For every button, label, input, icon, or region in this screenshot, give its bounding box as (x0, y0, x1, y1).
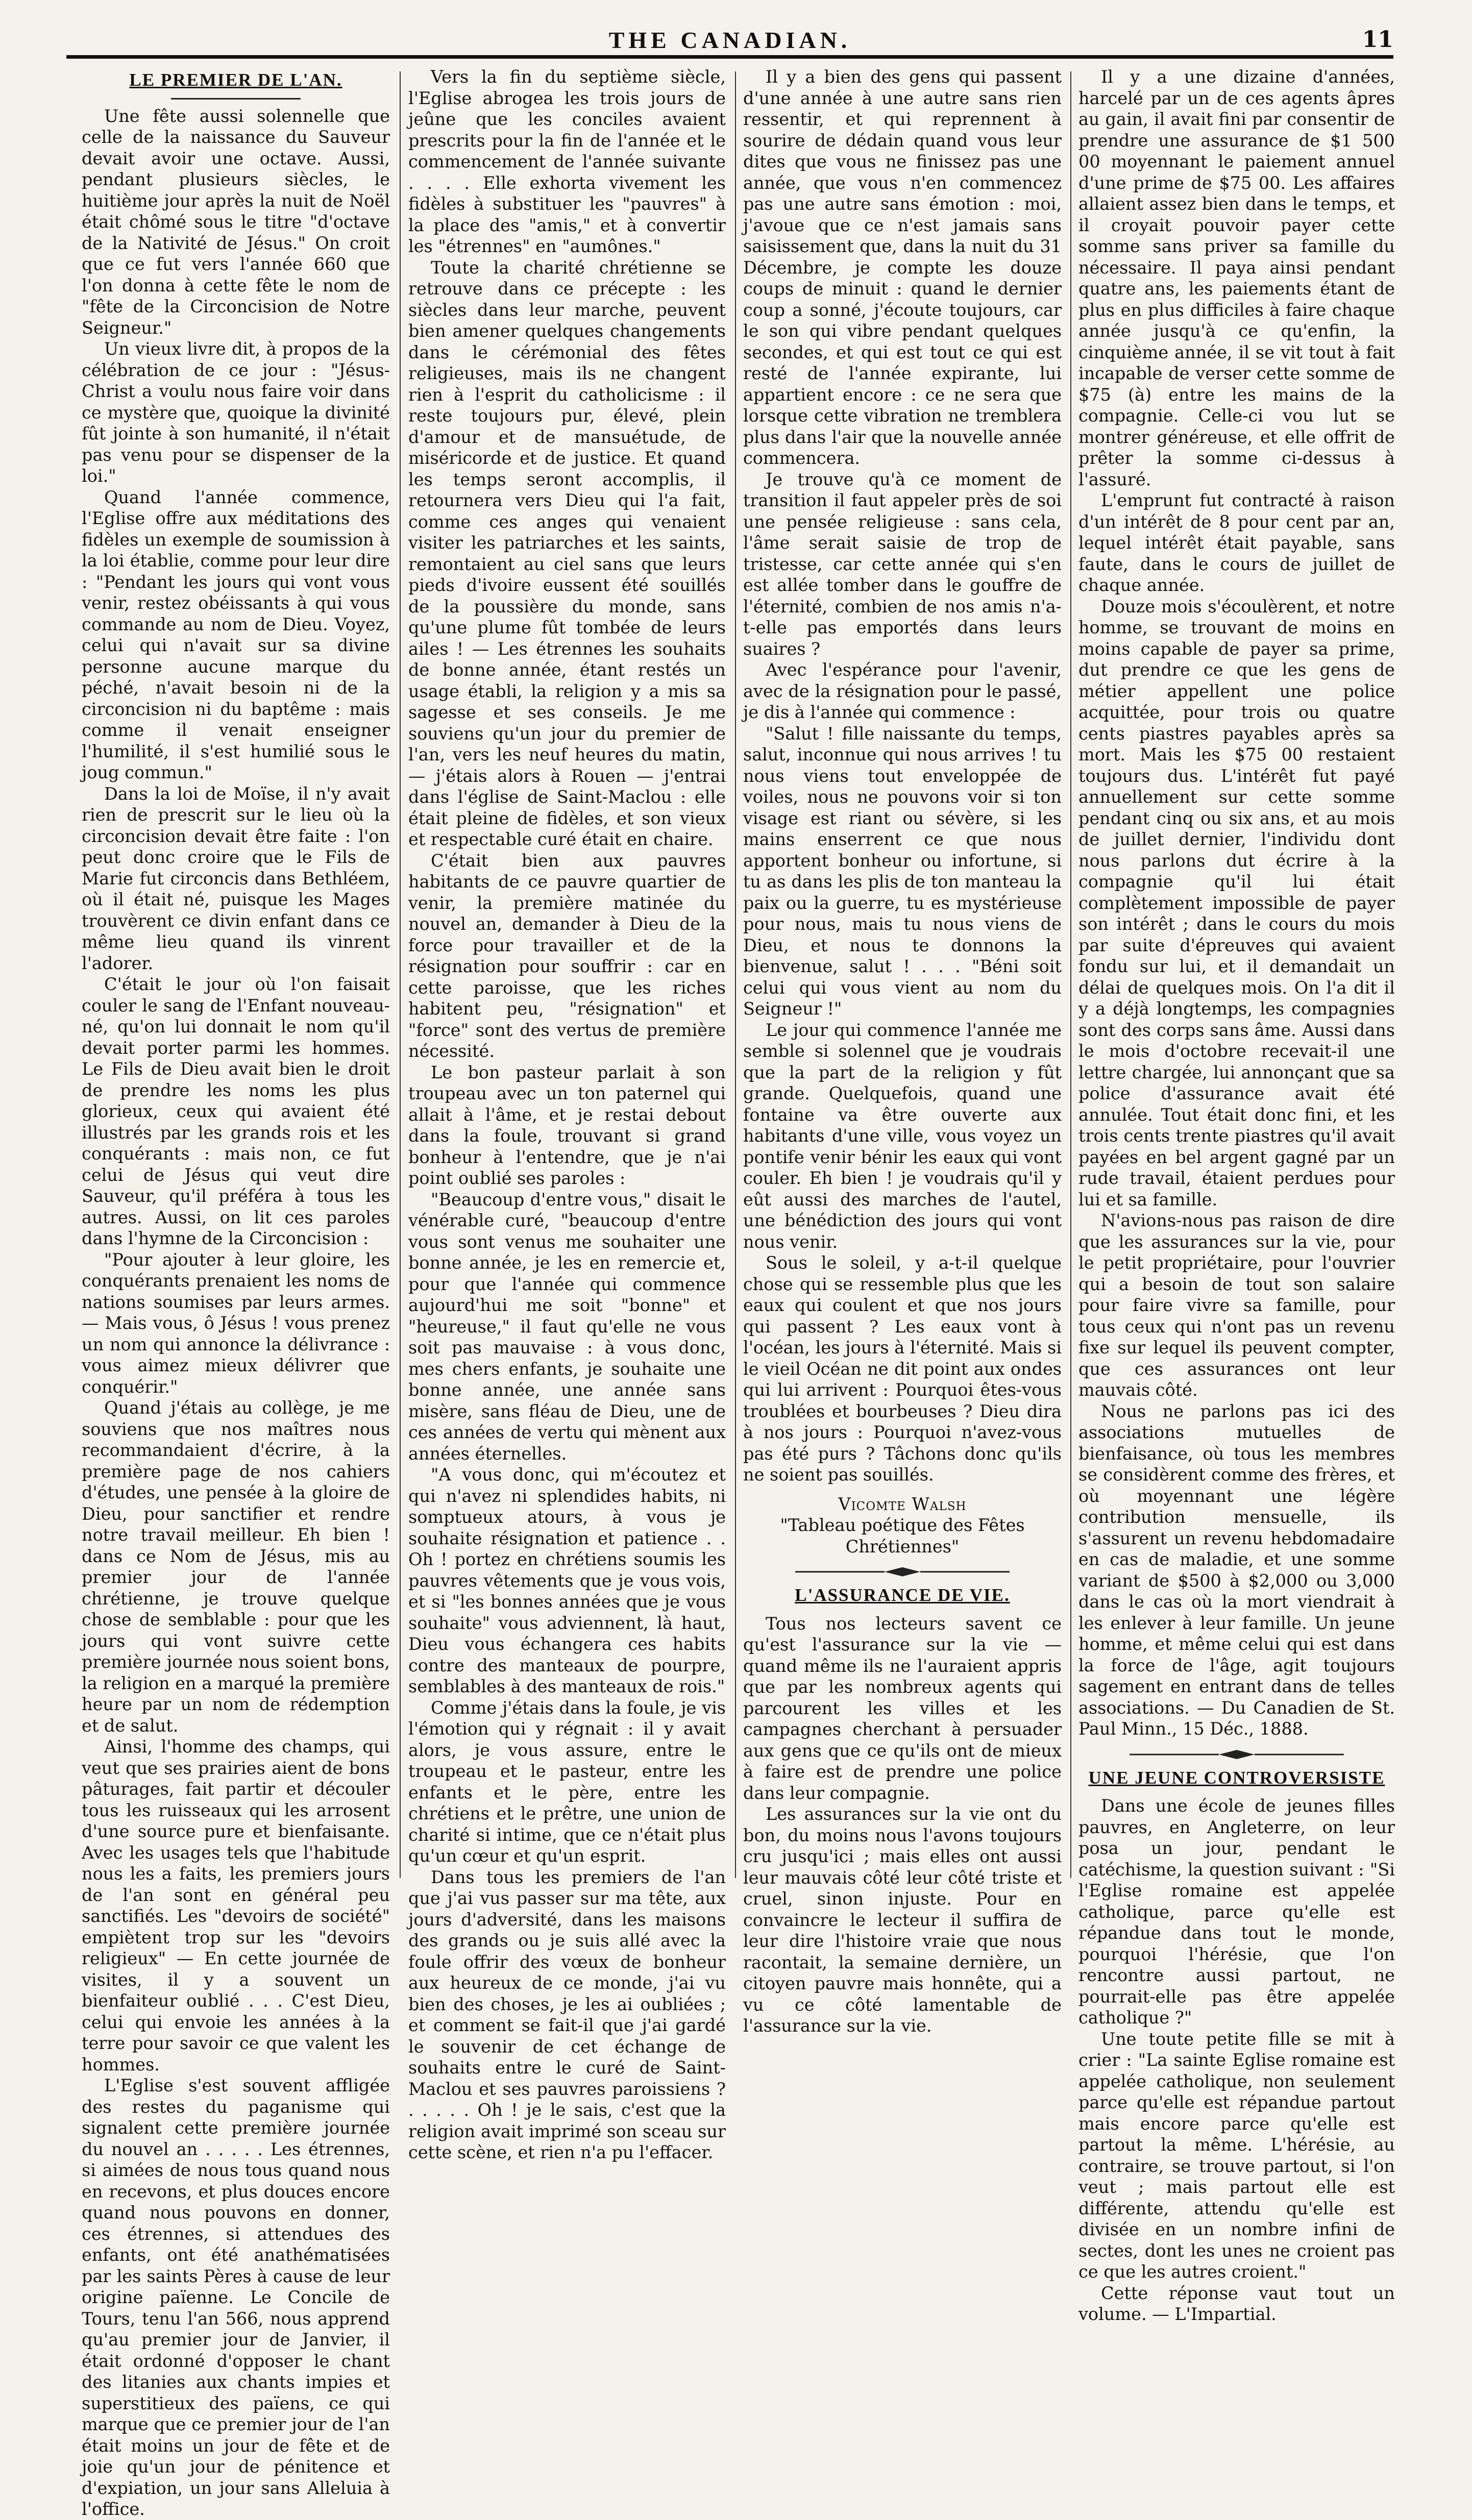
article-title-jeune-controversiste: UNE JEUNE CONTROVERSISTE (1088, 1767, 1385, 1788)
paragraph: Tous nos lecteurs savent ce qu'est l'assurance sur la vie — quand même ils ne l'auraient appris que par les nombreux agents qui parcourent les villes et les campagnes cherchant à persuader aux gens que ce qu'ils ont de mieux à faire est de prendre une police dans leur compagnie. (743, 1613, 1062, 1803)
paragraph: Sous le soleil, y a-t-il quelque chose qui se ressemble plus que les eaux qui coulent et que nos jours qui passent ? Les eaux vont à l'océan, les jours à l'éternité. Mais si le vieil Océan ne dit point aux ondes qui lui arrivent : Pourquoi êtes-vous troublées et bourbeuses ? Dieu dira à nos jours : Pourquoi n'avez-vous pas été purs ? Tâchons donc qu'ils ne soient pas souillés. (743, 1253, 1062, 1485)
page-number: 11 (1362, 27, 1393, 53)
masthead-rule (66, 55, 1393, 59)
paragraph: Il y a une dizaine d'années, harcelé par un de ces agents âpres au gain, il avait fini par consentir de prendre une assurance de $1 500 00 moyennant le paiement annuel d'une prime de $75 00. Les affaires allaient assez bien dans le temps, et il croyait pouvoir payer cette somme sans priver sa famille du nécessaire. Il paya ainsi pendant quatre ans, les paiements étant de plus en plus difficiles à faire chaque année jusqu'à ce qu'enfin, la cinquième année, il se vit tout à fait incapable de verser cette somme de $75 (à) entre les mains de la compagnie. Celle-ci vou lut se montrer généreuse, et elle offrit de prêter la somme ci-dessus à l'assuré. (1078, 67, 1395, 489)
column-rule (400, 71, 401, 1878)
paragraph: L'Eglise s'est souvent affligée des restes du paganisme qui signalent cette première journée du nouvel an . . . . . Les étrennes, si aimées de nous tous quand nous en recevons, et plus douces encore quand nous pouvons en donner, ces étrennes, si attendues des enfants, ont été anathématisées par les saints Pères à cause de leur origine païenne. Le Concile de Tours, tenu l'an 566, nous apprend qu'au premier jour de Janvier, il était ordonné d'opposer le chant des litanies aux chants impies et superstitieux des païens, ce qui marque que ce premier jour de l'an était moins un jour de fête et de joie qu'un jour de pénitence et d'expiation, un jour sans Alleluia à l'office. (82, 2076, 390, 2519)
ornament-divider-icon (1078, 1749, 1395, 1760)
paragraph: Douze mois s'écoulèrent, et notre homme, se trouvant de moins en moins capable de payer sa prime, dut prendre ce que les gens de métier appellent une police acquittée, pour trois ou quatre cents piastres payables après sa mort. Mais les $75 00 restaient toujours dus. L'intérêt fut payé annuellement sur cette somme pendant cinq ou six ans, et au mois de juillet dernier, l'individu dont nous parlons dut écrire à la compagnie qu'il lui était complètement impossible de payer son intérêt ; dans le cours du mois par suite d'épreuves qui avaient fondu sur lui, et il demandait un délai de quelques mois. On l'a dit il y a déjà longtemps, les compagnies sont des corps sans âme. Aussi dans le mois d'octobre recevait-il une lettre chargée, lui annonçant que sa police d'assurance avait été annulée. Tout était donc fini, et les trois cents trente piastres qu'il avait payées en bel argent gagné par un rude travail, étaient perdues pour lui et sa famille. (1078, 596, 1395, 1209)
paragraph: Quand j'étais au collège, je me souviens que nos maîtres nous recommandaient d'écrire, à la première page de nos cahiers d'études, une pensée à la gloire de Dieu, pour sanctifier et rendre notre travail meilleur. Eh bien ! dans ce Nom de Jésus, mis au premier jour de l'année chrétienne, je trouve quelque chose de semblable : pour que les jours qui vont suivre cette première journée nous soient bons, la religion en a marqué la première heure par un nom de rédemption et de salut. (82, 1398, 390, 1736)
paragraph: Nous ne parlons pas ici des associations mutuelles de bienfaisance, où tous les membres se considèrent comme des frères, et où moyennant une légère contribution mensuelle, ils s'assurent un revenu hebdomadaire en cas de maladie, et une somme variant de $500 à $2,000 ou 3,000 dans le cas où la mort viendrait à les enlever à leur famille. Un jeune homme, et même celui qui est dans la force de l'âge, agit toujours sagement en entrant dans de telles associations. — Du Canadien de St. Paul Minn., 15 Déc., 1888. (1078, 1401, 1395, 1739)
paragraph: Avec l'espérance pour l'avenir, avec de la résignation pour le passé, je dis à l'année qui commence : (743, 660, 1062, 722)
paragraph: Un vieux livre dit, à propos de la célébration de ce jour : "Jésus-Christ a voulu nous faire voir dans ce mystère que, quoique la divinité fût jointe à son humanité, il n'était pas venu pour se dispenser de la loi." (82, 339, 390, 486)
paragraph: Ainsi, l'homme des champs, qui veut que ses prairies aient de bons pâturages, fait partir et découler tous les ruisseaux qui les arrosent d'une source pure et bienfaisante. Avec les usages tels que l'habitude nous les a faits, les premiers jours de l'an sont en général peu sanctifiés. Les "devoirs de société" empiètent trop sur les "devoirs religieux" — En cette journée de visites, il y a souvent un bienfaiteur oublié . . . C'est Dieu, celui qui envoie les années à la terre pour savoir ce que valent les hommes. (82, 1737, 390, 2074)
paragraph: Une fête aussi solennelle que celle de la naissance du Sauveur devait avoir une octave. Aussi, pendant plusieurs siècles, le huitième jour après la nuit de Noël était chômé sous le titre "d'octave de la Nativité de Jésus." On croit que ce fut vers l'année 660 que l'on donna à cette fête le nom de "fête de la Circoncision de Notre Seigneur." (82, 106, 390, 338)
paragraph: Il y a bien des gens qui passent d'une année à une autre sans rien ressentir, et qui reprennent à sourire de dédain quand vous leur dites que vous ne finissez pas une année, que vous n'en commencez pas une autre sans émotion : moi, j'avoue que ce n'est jamais sans saisissement que, dans la nuit du 31 Décembre, je compte les douze coups de minuit : quand le dernier coup a sonné, j'écoute toujours, car le son qui vibre pendant quelques secondes, et qui est tout ce qui est resté de l'année expirante, lui appartient encore : ce ne sera que lorsque cette vibration ne tremblera plus dans l'air que la nouvelle année commencera. (743, 67, 1062, 468)
paragraph: Le jour qui commence l'année me semble si solennel que je voudrais que la part de la religion y fût grande. Quelquefois, quand une fontaine va être ouverte aux habitants d'une ville, vous voyez un pontife venir bénir les eaux qui vont couler. Eh bien ! je voudrais qu'il y eût aussi des marches de l'autel, une bénédiction des jours qui vont nous venir. (743, 1020, 1062, 1252)
title-rule (171, 98, 301, 100)
paragraph: Dans la loi de Moïse, il n'y avait rien de prescrit sur le lieu où la circoncision devait être faite : l'on peut donc croire que le Fils de Marie fut circoncis dans Bethléem, où il était né, puisque les Mages trouvèrent ce divin enfant dans ce même lieu quand ils vinrent l'adorer. (82, 783, 390, 973)
article-signature (743, 1494, 1062, 1558)
paragraph: Vers la fin du septième siècle, l'Eglise abrogea les trois jours de jeûne que les conciles avaient prescrits pour la fin de l'année et le commencement de l'année suivante . . . . Elle exhorta vivement les fidèles à substituer les "pauvres" à la place des "amis," et à convertir les "étrennes" en "aumônes." (408, 67, 726, 256)
paragraph: N'avions-nous pas raison de dire que les assurances sur la vie, pour le petit propriétaire, pour l'ouvrier qui a besoin de tout son salaire pour faire vivre sa famille, pour tous ceux qui n'ont pas un revenu fixe sur lequel ils peuvent compter, que ces assurances ont leur mauvais côté. (1078, 1210, 1395, 1400)
paragraph: Toute la charité chrétienne se retrouve dans ce précepte : les siècles dans leur marche, peuvent bien amener quelques changements dans le cérémonial des fêtes religieuses, mais ils ne changent rien à l'esprit du catholicisme : il reste toujours pur, élevé, plein d'amour et de mansuétude, de miséricorde et de justice. Et quand les temps seront accomplis, il retournera vers Dieu qui l'a fait, comme ces anges qui venaient visiter les patriarches et les saints, remontaient au ciel sans que leurs pieds d'ivoire eussent été souillés de la poussière du monde, sans qu'une plume fût tombée de leurs ailes ! — Les étrennes les souhaits de bonne année, étant restés un usage établi, la religion y a mis sa sagesse et ses conseils. Je me souviens qu'un jour du premier de l'an, vers les neuf heures du matin, — j'étais alors à Rouen — j'entrai dans l'église de Saint-Maclou : elle était pleine de fidèles, et son vieux et respectable curé était en chaire. (408, 257, 726, 849)
paragraph: Je trouve qu'à ce moment de transition il faut appeler près de soi une pensée religieuse : sans cela, l'âme serait saisie de trop de tristesse, car cette année qui s'en est allée tomber dans le gouffre de l'éternité, combien de nos amis n'a-t-elle pas emportés dans leurs suaires ? (743, 469, 1062, 659)
article-title-assurance-de-vie: L'ASSURANCE DE VIE. (795, 1585, 1010, 1605)
paragraph: Quand l'année commence, l'Eglise offre aux méditations des fidèles un exemple de soumission à la loi établie, comme pour leur dire : "Pendant les jours qui vont vous venir, restez obéissants à qui vous commande au nom de Dieu. Voyez, celui qui n'avait sur sa divine personne aucune marque du péché, n'avait besoin ni de la circoncision ni du baptême : mais comme il venait enseigner l'humilité, il s'est humilié sous le joug commun." (82, 487, 390, 782)
ornament-divider-icon (743, 1566, 1062, 1577)
paragraph: Le bon pasteur parlait à son troupeau avec un ton paternel qui allait à l'âme, et je restai debout dans la foule, trouvant si grand bonheur à l'entendre, que je n'ai point oublié ses paroles : (408, 1062, 726, 1188)
column-rule (1070, 71, 1071, 1878)
article-title-premier-de-l-an: LE PREMIER DE L'AN. (129, 70, 342, 90)
paragraph: Dans une école de jeunes filles pauvres, en Angleterre, on leur posa un jour, pendant le catéchisme, la question suivant : "Si l'Eglise romaine est appelée catholique, parce qu'elle est répandue dans tout le monde, pourquoi l'hérésie, que l'on rencontre aussi partout, ne pourrait-elle pas être appelée catholique ?" (1078, 1796, 1395, 2028)
paragraph: C'était le jour où l'on faisait couler le sang de l'Enfant nouveau-né, qu'on lui donnait le nom qu'il devait porter parmi les hommes. Le Fils de Dieu avait bien le droit de prendre les noms les plus glorieux, ceux qui avaient été illustrés par les grands rois et les conquérants : mais non, ce fut celui de Jésus qui veut dire Sauveur, qu'il préféra à tous les autres. Aussi, on lit ces paroles dans l'hymne de la Circoncision : (82, 974, 390, 1248)
paragraph: "Salut ! fille naissante du temps, salut, inconnue qui nous arrives ! tu nous viens tout enveloppée de voiles, nous ne pouvons voir si ton visage est riant ou sévère, si les mains enserrent ce que nous apportent bonheur ou infortune, si tu as dans les plis de ton manteau la paix ou la guerre, tu es mystérieuse pour nous, mais tu nous viens de Dieu, et nous te donnons la bienvenue, salut ! . . . "Béni soit celui qui vous vient au nom du Seigneur !" (743, 723, 1062, 1019)
paragraph: L'emprunt fut contracté à raison d'un intérêt de 8 pour cent par an, lequel intérêt était payable, sans faute, dans le cours de juillet de chaque année. (1078, 490, 1395, 595)
signature-work: "Tableau poétique des Fêtes Chrétiennes" (780, 1515, 1025, 1557)
paragraph: Les assurances sur la vie ont du bon, du moins nous l'avons toujours cru jusqu'ici ; mais elles ont aussi leur mauvais côté leur côté triste et cruel, sinon injuste. Pour en convaincre le lecteur il suffira de leur dire l'histoire vraie que nous racontait, la semaine dernière, un citoyen pauvre mais honnête, qui a vu ce côté lamentable de l'assurance sur la vie. (743, 1804, 1062, 2036)
paragraph: "A vous donc, qui m'écoutez et qui n'avez ni splendides habits, ni somptueux atours, à vous je souhaite résignation et patience . . Oh ! portez en chrétiens soumis les pauvres vêtements que je vous vois, et si "les bonnes années que je vous souhaite" vous adviennent, là haut, Dieu vous échangera ces habits contre des manteaux de pourpre, semblables à des manteaux de rois." (408, 1465, 726, 1696)
paragraph: "Pour ajouter à leur gloire, les conquérants prenaient les noms de nations soumises par leurs armes. — Mais vous, ô Jésus ! vous prenez un nom qui annonce la délivrance : vous aimez mieux délivrer que conquérir." (82, 1249, 390, 1397)
column-4 (1078, 66, 1395, 2324)
paragraph: "Beaucoup d'entre vous," disait le vénérable curé, "beaucoup d'entre vous sont venus me souhaiter une bonne année, je les en remercie et, pour que l'année qui commence aujourd'hui me soit "bonne" et "heureuse," il faut qu'elle ne vous soit pas mauvaise : à vous donc, mes chers enfants, je souhaite une bonne année, une année sans misère, sans fléau de Dieu, une de ces années de vertu qui mènent aux années éternelles. (408, 1189, 726, 1464)
signature-author: Vicomte Walsh (838, 1494, 967, 1514)
column-rule (735, 71, 736, 1878)
masthead (66, 27, 1393, 55)
column-1 (82, 66, 390, 2519)
column-3 (743, 66, 1062, 2036)
paragraph: Dans tous les premiers de l'an que j'ai vus passer sur ma tête, aux jours d'adversité, dans les maisons des grands ou je suis allé avec la foule offrir des vœux de bonheur aux heureux de ce monde, j'ai vu bien des choses, je les ai oubliées ; et comment se fait-il que j'ai gardé le souvenir de cet échange de souhaits entre le curé de Saint-Maclou et ses pauvres paroissiens ? . . . . . Oh ! je le sais, c'est que la religion avait imprimé son sceau sur cette scène, et rien n'a pu l'effacer. (408, 1867, 726, 2162)
paragraph: Comme j'étais dans la foule, je vis l'émotion qui y régnait : il y avait alors, je vous assure, entre le troupeau et le pasteur, entre les enfants et le père, entre les chrétiens et le prêtre, une union de charité si intime, que ce n'était plus qu'un cœur et qu'un esprit. (408, 1697, 726, 1866)
newspaper-title: THE CANADIAN. (608, 27, 851, 53)
paragraph: Cette réponse vaut tout un volume. — L'Impartial. (1078, 2283, 1395, 2324)
column-2 (408, 66, 726, 2162)
paragraph: C'était bien aux pauvres habitants de ce pauvre quartier de venir, la première matinée du nouvel an, demander à Dieu de la force pour travailler et de la résignation pour souffrir : car en cette paroisse, que les riches habitent peu, "résignation" et "force" sont des vertus de première nécessité. (408, 850, 726, 1061)
paragraph: Une toute petite fille se mit à crier : "La sainte Eglise romaine est appelée catholique, non seulement parce qu'elle est répandue partout mais encore parce qu'elle est partout la même. L'hérésie, au contraire, se trouve partout, si l'on veut ; mais partout elle est différente, attendu qu'elle est divisée en un nombre infini de sectes, dont les unes ne croient pas ce que les autres croient." (1078, 2029, 1395, 2282)
